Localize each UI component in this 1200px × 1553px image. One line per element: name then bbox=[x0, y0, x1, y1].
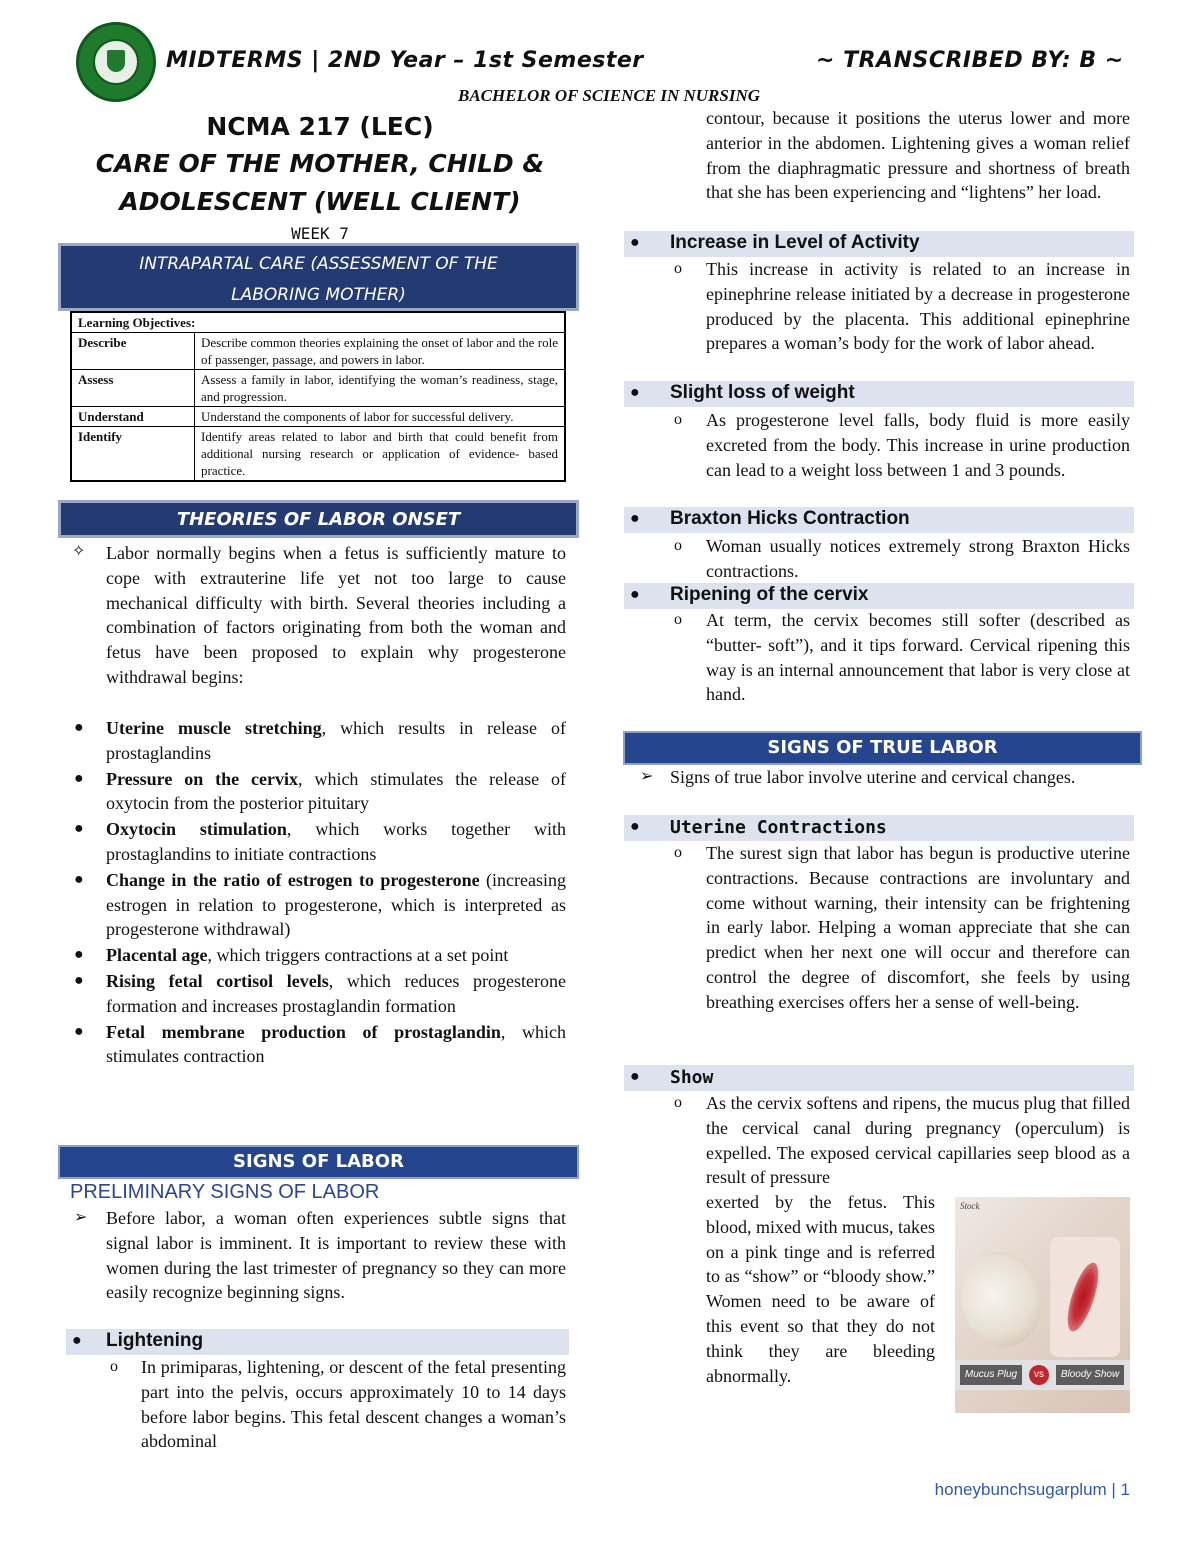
blood-streak bbox=[1061, 1259, 1104, 1334]
item-text: , which results in release of prostaglandins bbox=[106, 718, 567, 763]
objective-key: Assess bbox=[71, 370, 195, 407]
program-name: BACHELOR OF SCIENCE IN NURSING bbox=[458, 86, 760, 105]
list-item bbox=[72, 1020, 566, 1070]
item-text: , which reduces progesterone formation and increases prostaglandin formation bbox=[106, 970, 566, 1016]
circle-bullet-icon: o bbox=[674, 1094, 682, 1111]
true-labor-intro: Signs of true labor involve uterine and cervical changes. bbox=[670, 767, 1076, 787]
arrow-bullet-icon: ➢ bbox=[640, 768, 654, 785]
arrow-bullet-icon: ➢ bbox=[74, 1209, 88, 1226]
activity-text: This increase in activity is related to an increase in epinephrine release initiated by a decrease in progesterone produced by the placenta. This additional epinephrine prepares a woman’s body for the work of labor ahead. bbox=[706, 259, 1130, 354]
mucus-plug-image bbox=[961, 1252, 1041, 1347]
cervix-row bbox=[624, 583, 1134, 609]
true-labor-heading: SIGNS OF TRUE LABOR bbox=[623, 731, 1142, 765]
circle-bullet-icon: o bbox=[110, 1358, 118, 1375]
photo-tag: Stock bbox=[960, 1201, 980, 1211]
bullet-icon: ● bbox=[74, 971, 84, 989]
item-bold: Change in the ratio of estrogen to progesterone bbox=[106, 869, 480, 890]
circle-bullet-icon: o bbox=[674, 260, 682, 277]
bloody-show-image bbox=[1050, 1237, 1120, 1357]
bullet-icon: ● bbox=[74, 769, 84, 787]
list-item bbox=[72, 943, 566, 968]
contractions-text: The surest sign that labor has begun is productive uterine contractions. Because contractions are involuntary and come without warning, their intensity can be frightening in early labor. Helping a woman appreciate that she can predict when her next one will occur and therefore can control the degree of discomfort, she feels by using breathing exercises offers her a sense of well-being. bbox=[706, 843, 1130, 1012]
course-title-line1: CARE OF THE MOTHER, CHILD & bbox=[95, 149, 545, 178]
objectives-table bbox=[70, 311, 566, 482]
topic-box bbox=[58, 243, 579, 311]
item-text: , which triggers contractions at a set point bbox=[207, 945, 509, 966]
weight-row bbox=[624, 381, 1134, 407]
lightening-continued: contour, because it positions the uterus lower and more anterior in the abdomen. Lightening gives a woman relief from the diaphragmatic pressure and shortness of breath that she has been experiencing and “lightens” her load. bbox=[706, 108, 1130, 203]
objective-value: Understand the components of labor for successful delivery. bbox=[195, 407, 566, 427]
list-item bbox=[72, 868, 566, 942]
preliminary-signs-subheading: PRELIMINARY SIGNS OF LABOR bbox=[70, 1181, 380, 1203]
diamond-bullet-icon: ✧ bbox=[72, 543, 86, 560]
school-logo bbox=[76, 22, 156, 102]
course-code: NCMA 217 (LEC) bbox=[206, 112, 434, 141]
list-item bbox=[72, 817, 566, 867]
table-row bbox=[71, 370, 565, 407]
cervix-title: Ripening of the cervix bbox=[670, 584, 869, 605]
objective-value: Describe common theories explaining the onset of labor and the role of passenger, passage, and powers in labor. bbox=[195, 333, 566, 370]
item-bold: Placental age bbox=[106, 945, 208, 966]
circle-bullet-icon: o bbox=[674, 411, 682, 428]
item-text: , which stimulates the release of oxytocin from the posterior pituitary bbox=[106, 768, 566, 814]
cervix-text: At term, the cervix becomes still softer (described as “butter- soft”), and it tips forward. Cervical ripening this way is an internal announcement that labor is very close at hand. bbox=[706, 610, 1130, 705]
lightening-text: In primiparas, lightening, or descent of the fetal presenting part into the pelvis, occurs approximately 10 to 14 days before labor begins. This fetal descent changes a woman’s abdominal bbox=[141, 1357, 566, 1452]
show-text-narrow: exerted by the fetus. This blood, mixed with mucus, takes on a pink tinge and is referred to as “show” or “bloody show.” Women need to be aware of this event so that they do not think they are bleeding abnormally. bbox=[706, 1192, 935, 1386]
signs-of-labor-heading: SIGNS OF LABOR bbox=[58, 1145, 579, 1179]
contractions-title: Uterine Contractions bbox=[670, 817, 887, 838]
braxton-row bbox=[624, 507, 1134, 533]
topic-line1: INTRAPARTAL CARE (ASSESSMENT OF THE bbox=[139, 254, 498, 274]
bullet-icon: ● bbox=[74, 870, 84, 888]
bullet-icon: ● bbox=[630, 510, 640, 527]
bullet-icon: ● bbox=[630, 1068, 640, 1085]
circle-bullet-icon: o bbox=[674, 844, 682, 861]
bullet-icon: ● bbox=[74, 1022, 84, 1040]
item-text: , which stimulates contraction bbox=[106, 1021, 566, 1067]
shield-icon bbox=[107, 50, 125, 72]
item-text: , which works together with prostaglandins to initiate contractions bbox=[106, 819, 566, 864]
item-bold: Oxytocin stimulation bbox=[106, 819, 287, 840]
bullet-icon: ● bbox=[74, 946, 84, 964]
list-item bbox=[72, 969, 566, 1019]
bullet-icon: ● bbox=[630, 234, 640, 251]
braxton-text: Woman usually notices extremely strong Braxton Hicks contractions. bbox=[706, 536, 1130, 581]
show-row bbox=[624, 1065, 1134, 1091]
lightening-row bbox=[66, 1329, 569, 1355]
theories-list bbox=[72, 716, 566, 1069]
table-row bbox=[71, 407, 565, 427]
braxton-title: Braxton Hicks Contraction bbox=[670, 508, 910, 529]
show-text: As the cervix softens and ripens, the mucus plug that filled the cervical canal during pregnancy (operculum) is expelled. The exposed cervical capillaries seep blood as a result of pressure bbox=[706, 1093, 1130, 1188]
bullet-icon: ● bbox=[630, 586, 640, 603]
circle-bullet-icon: o bbox=[674, 537, 682, 554]
course-title-line2: ADOLESCENT (WELL CLIENT) bbox=[119, 187, 521, 216]
objective-value: Identify areas related to labor and birth that could benefit from additional nursing research or application of evidence- based practice. bbox=[195, 427, 566, 482]
preliminary-intro: Before labor, a woman often experiences subtle signs that signal labor is imminent. It is important to review these with women during the last trimester of pregnancy so they can more easily recognize beginning signs. bbox=[106, 1208, 566, 1303]
item-bold: Pressure on the cervix bbox=[106, 768, 299, 789]
header-transcriber: ~ TRANSCRIBED BY: B ~ bbox=[816, 48, 1124, 73]
table-row bbox=[71, 333, 565, 370]
lightening-title: Lightening bbox=[106, 1330, 204, 1351]
show-title: Show bbox=[670, 1067, 714, 1088]
item-bold: Fetal membrane production of prostaglandin bbox=[106, 1021, 501, 1042]
bullet-icon: ● bbox=[630, 384, 640, 401]
theories-intro: Labor normally begins when a fetus is sufficiently mature to cope with extrauterine life yet not too large to cause mechanical difficulty with birth. Several theories including a combination of factors originating from both the woman and fetus have been proposed to explain why progesterone withdrawal begins: bbox=[106, 543, 566, 687]
item-bold: Uterine muscle stretching bbox=[106, 718, 322, 738]
circle-bullet-icon: o bbox=[674, 611, 682, 628]
table-row bbox=[71, 427, 565, 482]
page-footer: honeybunchsugarplum | 1 bbox=[934, 1480, 1130, 1499]
photo-caption-bar bbox=[955, 1360, 1130, 1390]
topic-line2: LABORING MOTHER) bbox=[231, 285, 406, 305]
activity-row bbox=[624, 231, 1134, 257]
objective-key: Understand bbox=[71, 407, 195, 427]
bloody-show-label: Bloody Show bbox=[1056, 1365, 1124, 1385]
week-label: WEEK 7 bbox=[291, 224, 349, 243]
weight-text: As progesterone level falls, body fluid is more easily excreted from the body. This increase in urine production can lead to a weight loss between 1 and 3 pounds. bbox=[706, 410, 1130, 480]
mucus-plug-vs-bloody-show-photo bbox=[955, 1197, 1130, 1413]
activity-title: Increase in Level of Activity bbox=[670, 232, 920, 253]
item-bold: Rising fetal cortisol levels bbox=[106, 970, 329, 991]
bullet-icon: ● bbox=[74, 820, 84, 838]
bullet-icon: ● bbox=[74, 719, 84, 736]
objectives-heading: Learning Objectives: bbox=[71, 312, 565, 333]
bullet-icon: ● bbox=[72, 1332, 82, 1349]
bullet-icon: ● bbox=[630, 818, 640, 835]
weight-title: Slight loss of weight bbox=[670, 382, 855, 403]
objective-value: Assess a family in labor, identifying the woman’s readiness, stage, and progression. bbox=[195, 370, 566, 407]
list-item bbox=[72, 767, 566, 817]
mucus-plug-label: Mucus Plug bbox=[960, 1365, 1022, 1385]
objective-key: Identify bbox=[71, 427, 195, 482]
theories-heading: THEORIES OF LABOR ONSET bbox=[58, 500, 579, 538]
contractions-row bbox=[624, 815, 1134, 841]
logo-seal bbox=[93, 39, 139, 85]
item-text: (increasing estrogen in relation to progesterone, which is interpreted as progesterone withdrawal) bbox=[106, 869, 566, 940]
list-item bbox=[72, 716, 566, 766]
vs-badge: vs bbox=[1029, 1365, 1049, 1385]
header-semester: MIDTERMS | 2ND Year – 1st Semester bbox=[166, 48, 644, 73]
objective-key: Describe bbox=[71, 333, 195, 370]
